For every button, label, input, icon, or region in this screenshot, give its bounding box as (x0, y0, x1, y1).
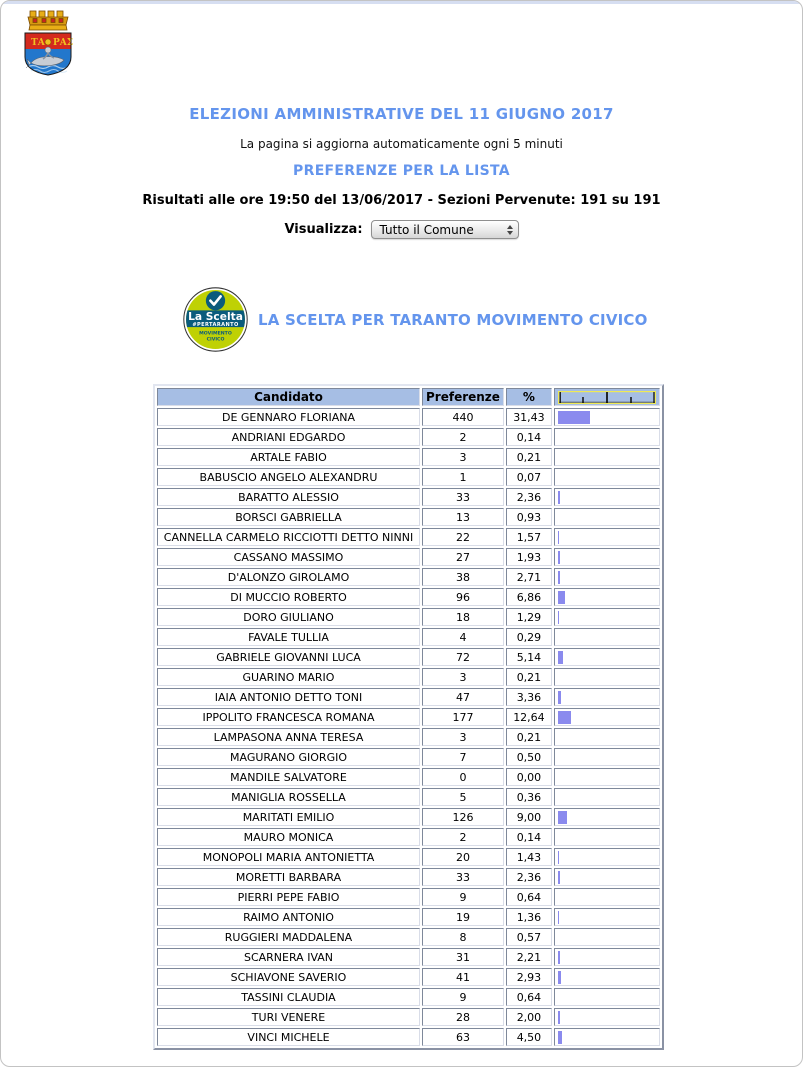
pct-bar (558, 1031, 562, 1044)
table-row (157, 488, 660, 506)
pct-bar (558, 811, 567, 824)
pct-bar-cell (554, 928, 660, 946)
table-row (157, 848, 660, 866)
pct-bar (558, 611, 559, 624)
pct-value: 4,50 (506, 1028, 552, 1046)
pref-value: 7 (422, 748, 504, 766)
pct-bar (558, 851, 559, 864)
pct-value: 3,36 (506, 688, 552, 706)
table-row (157, 968, 660, 986)
pct-bar (558, 711, 571, 724)
pct-bar-cell (554, 888, 660, 906)
pct-value: 0,64 (506, 888, 552, 906)
candidate-name: MAURO MONICA (157, 828, 420, 846)
pref-value: 72 (422, 648, 504, 666)
auto-refresh-note: La pagina si aggiorna automaticamente ogni 5 minuti (240, 137, 563, 151)
pct-bar-cell (554, 728, 660, 746)
la-scelta-logo-icon (183, 287, 248, 352)
pref-value: 3 (422, 728, 504, 746)
pct-bar (558, 1011, 560, 1024)
pct-bar-cell (554, 608, 660, 626)
pct-bar-cell (554, 648, 660, 666)
svg-text:ΤΑ: ΤΑ (31, 38, 45, 48)
table-row (157, 428, 660, 446)
pct-value: 2,93 (506, 968, 552, 986)
pct-value: 0,00 (506, 768, 552, 786)
pct-bar-cell (554, 868, 660, 886)
pct-value: 0,36 (506, 788, 552, 806)
table-row (157, 888, 660, 906)
pct-bar (558, 491, 560, 504)
pct-value: 0,21 (506, 448, 552, 466)
pref-value: 38 (422, 568, 504, 586)
table-row (157, 928, 660, 946)
table-row (157, 908, 660, 926)
table-row (157, 1028, 660, 1046)
pct-value: 0,07 (506, 468, 552, 486)
table-header-row (157, 388, 660, 406)
pref-value: 31 (422, 948, 504, 966)
candidate-name: TURI VENERE (157, 1008, 420, 1026)
pref-value: 28 (422, 1008, 504, 1026)
table-row (157, 508, 660, 526)
svg-text:MOVIMENTO: MOVIMENTO (199, 331, 232, 337)
candidate-name: MANIGLIA ROSSELLA (157, 788, 420, 806)
candidate-name: RUGGIERI MADDALENA (157, 928, 420, 946)
pct-value: 2,21 (506, 948, 552, 966)
pct-bar-cell (554, 548, 660, 566)
candidate-name: VINCI MICHELE (157, 1028, 420, 1046)
table-row (157, 548, 660, 566)
svg-text:CIVICO: CIVICO (206, 337, 225, 343)
pct-value: 0,29 (506, 628, 552, 646)
candidate-name: CASSANO MASSIMO (157, 548, 420, 566)
pct-value: 1,29 (506, 608, 552, 626)
header-preferenze: Preferenze (422, 388, 504, 406)
select-stepper-icon (507, 225, 514, 235)
candidate-name: BABUSCIO ANGELO ALEXANDRU (157, 468, 420, 486)
pref-value: 177 (422, 708, 504, 726)
table-row (157, 948, 660, 966)
visualizza-label: Visualizza: (284, 222, 363, 237)
pct-bar-cell (554, 708, 660, 726)
pct-bar-cell (554, 468, 660, 486)
candidate-name: SCARNERA IVAN (157, 948, 420, 966)
candidate-name: PIERRI PEPE FABIO (157, 888, 420, 906)
pct-bar-cell (554, 428, 660, 446)
candidate-name: DE GENNARO FLORIANA (157, 408, 420, 426)
pct-bar-cell (554, 488, 660, 506)
table-row (157, 788, 660, 806)
table-row (157, 828, 660, 846)
svg-text:#PERTARANTO: #PERTARANTO (192, 321, 239, 328)
table-row (157, 868, 660, 886)
candidate-name: SCHIAVONE SAVERIO (157, 968, 420, 986)
pct-bar-cell (554, 628, 660, 646)
pref-value: 33 (422, 868, 504, 886)
table-row (157, 708, 660, 726)
candidate-name: ANDRIANI EDGARDO (157, 428, 420, 446)
pct-bar-cell (554, 908, 660, 926)
pct-value: 1,57 (506, 528, 552, 546)
pct-value: 0,21 (506, 668, 552, 686)
preferences-table (153, 384, 664, 1050)
pct-bar (558, 691, 561, 704)
pct-bar-cell (554, 948, 660, 966)
pref-value: 19 (422, 908, 504, 926)
pct-value: 0,64 (506, 988, 552, 1006)
pref-value: 9 (422, 888, 504, 906)
pref-value: 0 (422, 768, 504, 786)
pct-bar-cell (554, 848, 660, 866)
candidate-name: GUARINO MARIO (157, 668, 420, 686)
area-select-value: Tutto il Comune (379, 222, 474, 237)
pct-value: 6,86 (506, 588, 552, 606)
view-selector-row (1, 220, 802, 239)
table-row (157, 768, 660, 786)
section-title: PREFERENZE PER LA LISTA (293, 163, 510, 179)
pct-value: 1,93 (506, 548, 552, 566)
candidate-name: LAMPASONA ANNA TERESA (157, 728, 420, 746)
pct-bar-cell (554, 528, 660, 546)
pct-value: 9,00 (506, 808, 552, 826)
table-row (157, 608, 660, 626)
pref-value: 47 (422, 688, 504, 706)
page-title: ELEZIONI AMMINISTRATIVE DEL 11 GIUGNO 2017 (189, 105, 614, 123)
area-select[interactable] (371, 220, 519, 239)
pct-bar-cell (554, 588, 660, 606)
pct-bar (558, 911, 559, 924)
table-row (157, 408, 660, 426)
candidate-name: DI MUCCIO ROBERTO (157, 588, 420, 606)
table-row (157, 1008, 660, 1026)
pct-value: 0,21 (506, 728, 552, 746)
table-row (157, 648, 660, 666)
candidate-name: CANNELLA CARMELO RICCIOTTI DETTO NINNI (157, 528, 420, 546)
pct-bar-cell (554, 828, 660, 846)
candidate-name: MANDILE SALVATORE (157, 768, 420, 786)
table-row (157, 568, 660, 586)
pref-value: 18 (422, 608, 504, 626)
candidate-name: MAGURANO GIORGIO (157, 748, 420, 766)
pct-bar (558, 971, 561, 984)
pct-bar-cell (554, 788, 660, 806)
list-name: LA SCELTA PER TARANTO MOVIMENTO CIVICO (258, 310, 648, 329)
pref-value: 96 (422, 588, 504, 606)
pct-value: 0,14 (506, 428, 552, 446)
pct-value: 0,57 (506, 928, 552, 946)
candidate-name: D'ALONZO GIROLAMO (157, 568, 420, 586)
table-row (157, 528, 660, 546)
pct-bar-cell (554, 988, 660, 1006)
pref-value: 5 (422, 788, 504, 806)
table-row (157, 748, 660, 766)
candidate-name: MONOPOLI MARIA ANTONIETTA (157, 848, 420, 866)
pct-bar (558, 571, 560, 584)
table-row (157, 588, 660, 606)
pct-value: 1,43 (506, 848, 552, 866)
table-row (157, 668, 660, 686)
pct-value: 0,93 (506, 508, 552, 526)
pct-bar (558, 551, 560, 564)
pct-value: 2,71 (506, 568, 552, 586)
pct-value: 0,14 (506, 828, 552, 846)
results-timestamp-line: Risultati alle ore 19:50 del 13/06/2017 - Sezioni Pervenute: 191 su 191 (142, 193, 661, 208)
pct-bar-cell (554, 448, 660, 466)
pct-bar (558, 871, 560, 884)
pct-bar-cell (554, 668, 660, 686)
candidate-name: TASSINI CLAUDIA (157, 988, 420, 1006)
pref-value: 2 (422, 428, 504, 446)
candidate-name: DORO GIULIANO (157, 608, 420, 626)
pct-bar (558, 531, 559, 544)
pref-value: 33 (422, 488, 504, 506)
pct-value: 2,36 (506, 488, 552, 506)
svg-text:La Scelta: La Scelta (188, 310, 243, 324)
table-row (157, 988, 660, 1006)
candidate-name: FAVALE TULLIA (157, 628, 420, 646)
pct-bar-cell (554, 568, 660, 586)
header-pct: % (506, 388, 552, 406)
pct-bar (558, 411, 590, 424)
pct-bar-cell (554, 1008, 660, 1026)
candidate-name: MORETTI BARBARA (157, 868, 420, 886)
candidate-name: RAIMO ANTONIO (157, 908, 420, 926)
pref-value: 22 (422, 528, 504, 546)
table-row (157, 808, 660, 826)
scale-ruler-icon (558, 391, 656, 404)
pct-value: 2,00 (506, 1008, 552, 1026)
pref-value: 27 (422, 548, 504, 566)
candidate-name: ARTALE FABIO (157, 448, 420, 466)
pref-value: 2 (422, 828, 504, 846)
pref-value: 3 (422, 668, 504, 686)
table-row (157, 628, 660, 646)
candidate-name: BARATTO ALESSIO (157, 488, 420, 506)
pref-value: 1 (422, 468, 504, 486)
pct-value: 2,36 (506, 868, 552, 886)
pref-value: 440 (422, 408, 504, 426)
results-tbody (157, 408, 660, 1046)
pct-bar (558, 591, 565, 604)
pref-value: 4 (422, 628, 504, 646)
table-row (157, 728, 660, 746)
candidate-name: IPPOLITO FRANCESCA ROMANA (157, 708, 420, 726)
pct-bar-cell (554, 748, 660, 766)
pct-bar (558, 951, 560, 964)
pref-value: 9 (422, 988, 504, 1006)
header-scale (554, 388, 660, 406)
preferences-table-wrap (153, 384, 664, 1050)
pct-bar-cell (554, 968, 660, 986)
pct-bar-cell (554, 768, 660, 786)
pct-value: 1,36 (506, 908, 552, 926)
candidate-name: BORSCI GABRIELLA (157, 508, 420, 526)
pct-bar-cell (554, 408, 660, 426)
table-row (157, 688, 660, 706)
pct-value: 0,50 (506, 748, 552, 766)
pct-value: 31,43 (506, 408, 552, 426)
pref-value: 63 (422, 1028, 504, 1046)
pct-bar-cell (554, 688, 660, 706)
list-header (183, 287, 648, 352)
pct-bar (558, 651, 563, 664)
candidate-name: MARITATI EMILIO (157, 808, 420, 826)
candidate-name: IAIA ANTONIO DETTO TONI (157, 688, 420, 706)
table-row (157, 468, 660, 486)
svg-text:ΡΑΣ: ΡΑΣ (53, 38, 74, 48)
pref-value: 3 (422, 448, 504, 466)
header-candidato: Candidato (157, 388, 420, 406)
pct-bar-cell (554, 508, 660, 526)
pref-value: 126 (422, 808, 504, 826)
pref-value: 41 (422, 968, 504, 986)
pref-value: 20 (422, 848, 504, 866)
pct-value: 5,14 (506, 648, 552, 666)
pref-value: 8 (422, 928, 504, 946)
table-row (157, 448, 660, 466)
taranto-coat-of-arms-icon (18, 9, 78, 77)
pref-value: 13 (422, 508, 504, 526)
pct-value: 12,64 (506, 708, 552, 726)
candidate-name: GABRIELE GIOVANNI LUCA (157, 648, 420, 666)
pct-bar-cell (554, 1028, 660, 1046)
pct-bar-cell (554, 808, 660, 826)
